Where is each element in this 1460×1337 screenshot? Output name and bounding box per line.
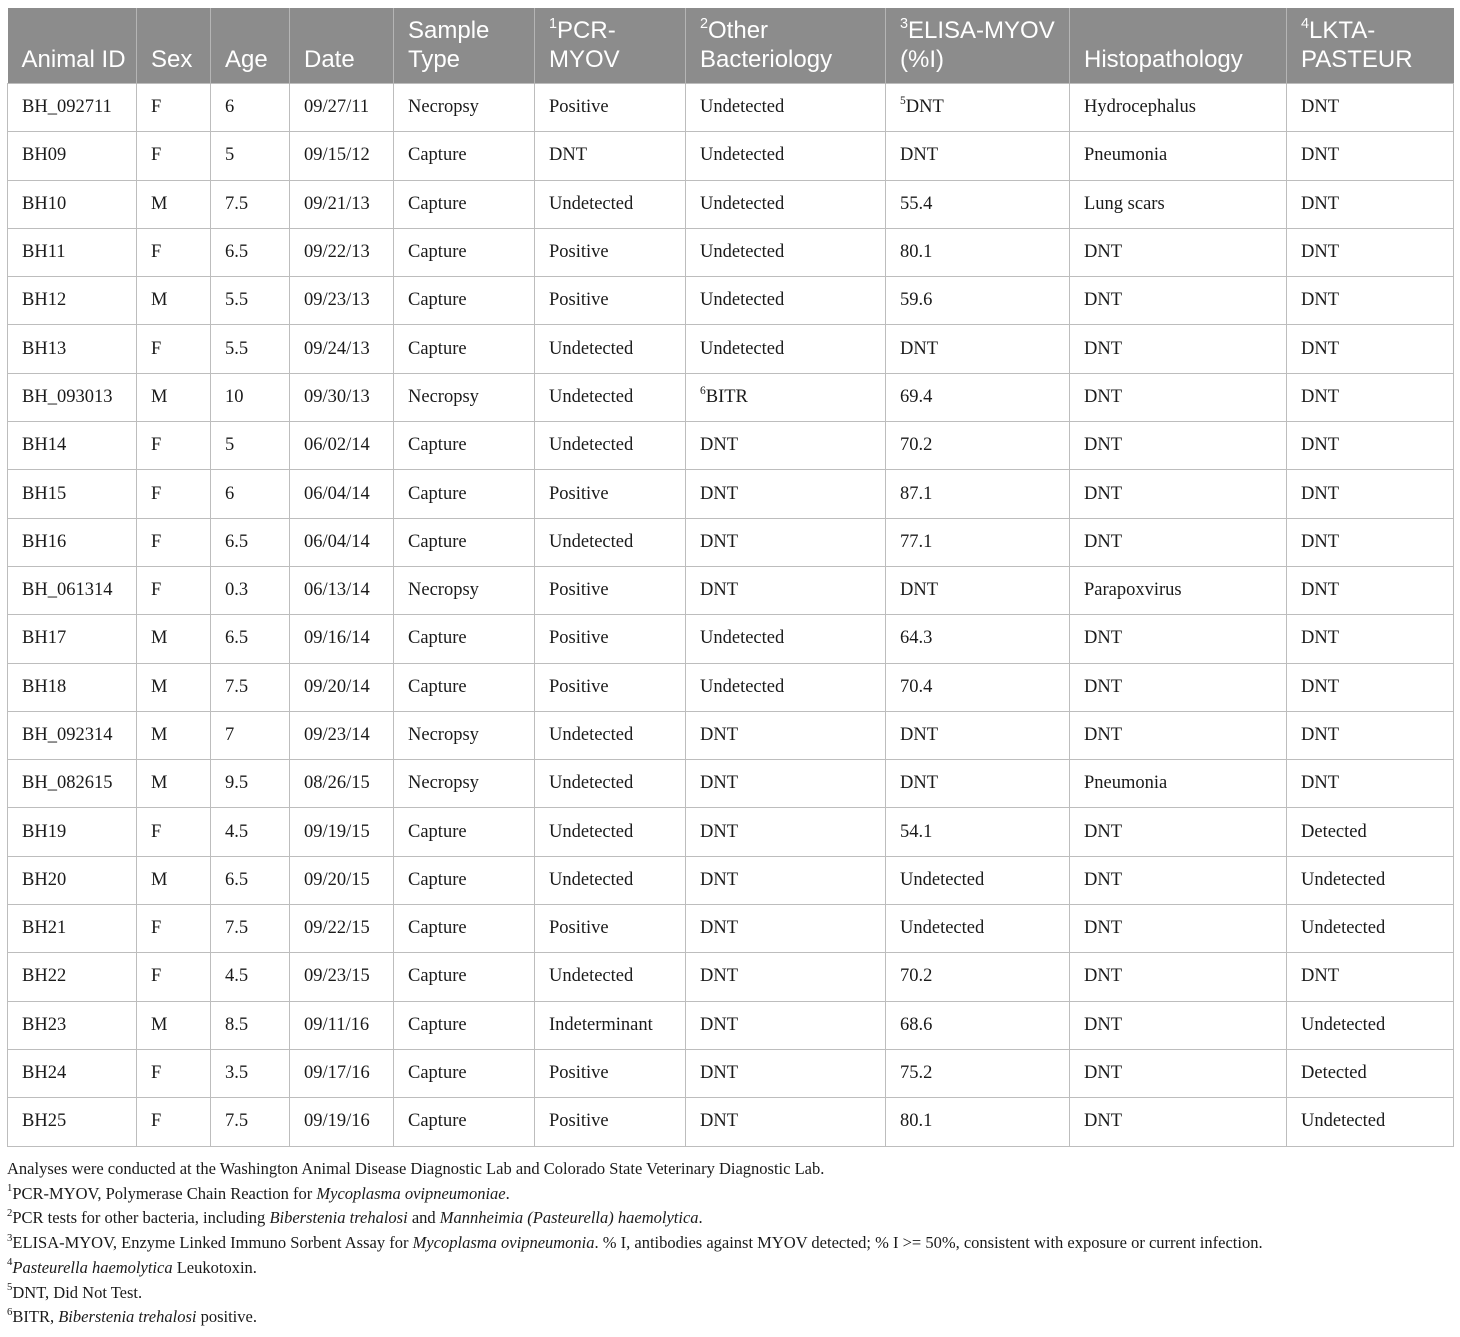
table-row xyxy=(8,373,1454,421)
header-label: Other Bacteriology xyxy=(700,17,833,73)
cell-sample-type: Capture xyxy=(394,277,535,325)
footnote-5: $^5$DNT, Did Not Test. xyxy=(7,1280,143,1302)
cell-sample-type: Necropsy xyxy=(394,84,535,132)
results-table-container xyxy=(7,8,1453,1147)
cell-age: 7.5 xyxy=(211,905,290,953)
footnote-4: $^4$Pasteurella haemolytica Leukotoxin. xyxy=(7,1256,257,1277)
table-row xyxy=(8,277,1454,325)
cell-date: 09/22/15 xyxy=(290,905,394,953)
cell-lkta-pasteur: Detected xyxy=(1287,808,1454,856)
cell-histopathology: DNT xyxy=(1070,1049,1287,1097)
cell-animal-id: BH_082615 xyxy=(8,760,137,808)
cell-lkta-pasteur: Undetected xyxy=(1287,905,1454,953)
cell-animal-id: BH_093013 xyxy=(8,373,137,421)
cell-histopathology: Hydrocephalus xyxy=(1070,84,1287,132)
cell-other-bacteriology: DNT xyxy=(686,1001,886,1049)
cell-other-bacteriology: DNT xyxy=(686,905,886,953)
cell-elisa-myov: 55.4 xyxy=(886,180,1070,228)
cell-histopathology: DNT xyxy=(1070,663,1287,711)
cell-histopathology: DNT xyxy=(1070,422,1287,470)
header-elisa-myov xyxy=(886,8,1070,84)
cell-sex: F xyxy=(137,325,211,373)
cell-animal-id: BH_092711 xyxy=(8,84,137,132)
cell-sex: F xyxy=(137,1049,211,1097)
cell-other-bacteriology: DNT xyxy=(686,808,886,856)
cell-other-bacteriology: Undetected xyxy=(686,663,886,711)
table-row xyxy=(8,84,1454,132)
cell-elisa-myov: Undetected xyxy=(886,905,1070,953)
cell-pcr-myov: Undetected xyxy=(535,953,686,1001)
header-other-bacteriology xyxy=(686,8,886,84)
cell-animal-id: BH17 xyxy=(8,615,137,663)
cell-date: 09/22/13 xyxy=(290,228,394,276)
cell-sex: M xyxy=(137,856,211,904)
cell-elisa-myov: 80.1 xyxy=(886,228,1070,276)
header-footnote-marker: 2 xyxy=(700,15,709,32)
cell-age: 0.3 xyxy=(211,566,290,614)
cell-histopathology: DNT xyxy=(1070,228,1287,276)
cell-other-bacteriology: DNT xyxy=(686,711,886,759)
cell-sex: F xyxy=(137,422,211,470)
table-row xyxy=(8,808,1454,856)
cell-animal-id: BH21 xyxy=(8,905,137,953)
table-row xyxy=(8,663,1454,711)
cell-other-bacteriology: Undetected xyxy=(686,277,886,325)
cell-elisa-myov: 54.1 xyxy=(886,808,1070,856)
cell-pcr-myov: Positive xyxy=(535,1098,686,1146)
header-label: Date xyxy=(304,46,355,73)
cell-pcr-myov: Positive xyxy=(535,905,686,953)
cell-pcr-myov: Positive xyxy=(535,566,686,614)
cell-histopathology: DNT xyxy=(1070,808,1287,856)
cell-sex: M xyxy=(137,1001,211,1049)
cell-elisa-myov: 87.1 xyxy=(886,470,1070,518)
cell-elisa-myov: 70.2 xyxy=(886,422,1070,470)
cell-date: 06/02/14 xyxy=(290,422,394,470)
cell-pcr-myov: Undetected xyxy=(535,325,686,373)
cell-histopathology: DNT xyxy=(1070,325,1287,373)
header-footnote-marker: 4 xyxy=(1301,15,1310,32)
cell-sample-type: Capture xyxy=(394,615,535,663)
cell-date: 06/04/14 xyxy=(290,518,394,566)
cell-age: 4.5 xyxy=(211,953,290,1001)
cell-sex: M xyxy=(137,615,211,663)
footnote-3: $^3$ELISA-MYOV, Enzyme Linked Immuno Sorbent Assay for Mycoplasma ovipneumonia. % I, antibodies against MYOV detected; % I >= 50%, consistent with exposure or current infection. xyxy=(7,1231,1263,1253)
header-footnote-marker: 3 xyxy=(900,15,909,32)
cell-sample-type: Necropsy xyxy=(394,566,535,614)
cell-date: 09/30/13 xyxy=(290,373,394,421)
cell-histopathology: DNT xyxy=(1070,711,1287,759)
cell-histopathology: Lung scars xyxy=(1070,180,1287,228)
cell-sex: M xyxy=(137,663,211,711)
cell-elisa-myov: 70.4 xyxy=(886,663,1070,711)
header-sex xyxy=(137,8,211,84)
table-row xyxy=(8,1001,1454,1049)
cell-elisa-myov: 59.6 xyxy=(886,277,1070,325)
cell-sample-type: Capture xyxy=(394,953,535,1001)
cell-sample-type: Capture xyxy=(394,905,535,953)
cell-elisa-myov: 77.1 xyxy=(886,518,1070,566)
header-label: LKTA-PASTEUR xyxy=(1301,17,1413,73)
cell-sample-type: Necropsy xyxy=(394,760,535,808)
cell-animal-id: BH12 xyxy=(8,277,137,325)
header-histopathology xyxy=(1070,8,1287,84)
cell-elisa-myov: Undetected xyxy=(886,856,1070,904)
cell-lkta-pasteur: DNT xyxy=(1287,373,1454,421)
cell-elisa-myov: 70.2 xyxy=(886,953,1070,1001)
cell-date: 06/04/14 xyxy=(290,470,394,518)
cell-other-bacteriology: DNT xyxy=(686,566,886,614)
cell-animal-id: BH16 xyxy=(8,518,137,566)
header-footnote-marker: 1 xyxy=(549,15,558,32)
cell-lkta-pasteur: DNT xyxy=(1287,277,1454,325)
table-row xyxy=(8,1098,1454,1146)
cell-footnote-marker: 5 xyxy=(900,94,906,107)
cell-lkta-pasteur: DNT xyxy=(1287,422,1454,470)
cell-pcr-myov: Positive xyxy=(535,470,686,518)
cell-other-bacteriology: DNT xyxy=(686,470,886,518)
cell-sample-type: Capture xyxy=(394,1098,535,1146)
cell-other-bacteriology: Undetected xyxy=(686,615,886,663)
table-row xyxy=(8,325,1454,373)
header-label: ELISA-MYOV (%I) xyxy=(900,17,1055,73)
cell-pcr-myov: Positive xyxy=(535,228,686,276)
cell-sample-type: Capture xyxy=(394,422,535,470)
cell-histopathology: DNT xyxy=(1070,905,1287,953)
cell-lkta-pasteur: DNT xyxy=(1287,518,1454,566)
header-lkta-pasteur xyxy=(1287,8,1454,84)
cell-histopathology: DNT xyxy=(1070,615,1287,663)
cell-animal-id: BH_092314 xyxy=(8,711,137,759)
cell-histopathology: DNT xyxy=(1070,373,1287,421)
cell-sex: M xyxy=(137,711,211,759)
cell-sex: F xyxy=(137,808,211,856)
cell-other-bacteriology: $^6$BITR xyxy=(686,373,886,421)
cell-animal-id: BH09 xyxy=(8,132,137,180)
cell-lkta-pasteur: DNT xyxy=(1287,325,1454,373)
cell-pcr-myov: Positive xyxy=(535,84,686,132)
cell-animal-id: BH_061314 xyxy=(8,566,137,614)
cell-age: 5 xyxy=(211,422,290,470)
cell-date: 09/20/15 xyxy=(290,856,394,904)
cell-date: 09/17/16 xyxy=(290,1049,394,1097)
cell-other-bacteriology: DNT xyxy=(686,1098,886,1146)
cell-other-bacteriology: Undetected xyxy=(686,325,886,373)
cell-date: 09/23/14 xyxy=(290,711,394,759)
cell-elisa-myov: 64.3 xyxy=(886,615,1070,663)
cell-age: 6.5 xyxy=(211,518,290,566)
cell-sex: F xyxy=(137,905,211,953)
cell-sex: F xyxy=(137,470,211,518)
cell-sex: F xyxy=(137,84,211,132)
cell-sex: M xyxy=(137,277,211,325)
header-label: Sex xyxy=(151,46,193,73)
cell-elisa-myov: 68.6 xyxy=(886,1001,1070,1049)
table-footnotes xyxy=(7,1157,1453,1330)
header-label: PCR-MYOV xyxy=(549,17,620,73)
cell-elisa-myov: 75.2 xyxy=(886,1049,1070,1097)
cell-lkta-pasteur: DNT xyxy=(1287,470,1454,518)
cell-histopathology: DNT xyxy=(1070,953,1287,1001)
cell-age: 6 xyxy=(211,84,290,132)
header-label: Animal ID xyxy=(21,46,126,73)
cell-lkta-pasteur: DNT xyxy=(1287,228,1454,276)
cell-pcr-myov: Positive xyxy=(535,1049,686,1097)
cell-age: 7.5 xyxy=(211,180,290,228)
cell-sex: F xyxy=(137,1098,211,1146)
cell-histopathology: DNT xyxy=(1070,518,1287,566)
cell-sample-type: Capture xyxy=(394,856,535,904)
table-row xyxy=(8,711,1454,759)
cell-elisa-myov: DNT xyxy=(886,325,1070,373)
cell-other-bacteriology: DNT xyxy=(686,856,886,904)
cell-other-bacteriology: DNT xyxy=(686,953,886,1001)
cell-sample-type: Capture xyxy=(394,808,535,856)
cell-date: 06/13/14 xyxy=(290,566,394,614)
cell-sample-type: Capture xyxy=(394,470,535,518)
cell-sample-type: Capture xyxy=(394,228,535,276)
cell-age: 7 xyxy=(211,711,290,759)
cell-date: 09/16/14 xyxy=(290,615,394,663)
cell-animal-id: BH13 xyxy=(8,325,137,373)
cell-age: 5.5 xyxy=(211,277,290,325)
table-row xyxy=(8,953,1454,1001)
cell-animal-id: BH19 xyxy=(8,808,137,856)
cell-lkta-pasteur: Detected xyxy=(1287,1049,1454,1097)
cell-date: 09/19/15 xyxy=(290,808,394,856)
cell-date: 09/23/13 xyxy=(290,277,394,325)
cell-lkta-pasteur: DNT xyxy=(1287,566,1454,614)
table-row xyxy=(8,1049,1454,1097)
cell-histopathology: DNT xyxy=(1070,277,1287,325)
cell-pcr-myov: Undetected xyxy=(535,373,686,421)
cell-lkta-pasteur: DNT xyxy=(1287,663,1454,711)
header-animal-id xyxy=(8,8,137,84)
cell-lkta-pasteur: Undetected xyxy=(1287,856,1454,904)
cell-other-bacteriology: Undetected xyxy=(686,180,886,228)
cell-sex: F xyxy=(137,228,211,276)
cell-animal-id: BH10 xyxy=(8,180,137,228)
cell-elisa-myov: DNT xyxy=(886,711,1070,759)
cell-lkta-pasteur: DNT xyxy=(1287,953,1454,1001)
cell-age: 7.5 xyxy=(211,663,290,711)
cell-lkta-pasteur: DNT xyxy=(1287,760,1454,808)
cell-histopathology: Parapoxvirus xyxy=(1070,566,1287,614)
cell-other-bacteriology: Undetected xyxy=(686,84,886,132)
cell-other-bacteriology: Undetected xyxy=(686,132,886,180)
cell-sex: F xyxy=(137,953,211,1001)
cell-animal-id: BH25 xyxy=(8,1098,137,1146)
cell-age: 10 xyxy=(211,373,290,421)
cell-animal-id: BH14 xyxy=(8,422,137,470)
cell-lkta-pasteur: DNT xyxy=(1287,615,1454,663)
table-body xyxy=(8,84,1454,1147)
table-row xyxy=(8,518,1454,566)
cell-other-bacteriology: DNT xyxy=(686,422,886,470)
cell-other-bacteriology: DNT xyxy=(686,760,886,808)
cell-other-bacteriology: DNT xyxy=(686,518,886,566)
header-pcr-myov xyxy=(535,8,686,84)
cell-date: 09/20/14 xyxy=(290,663,394,711)
table-row xyxy=(8,132,1454,180)
table-row xyxy=(8,760,1454,808)
cell-sex: M xyxy=(137,180,211,228)
cell-sex: M xyxy=(137,373,211,421)
cell-sex: F xyxy=(137,518,211,566)
table-row xyxy=(8,905,1454,953)
cell-animal-id: BH23 xyxy=(8,1001,137,1049)
cell-date: 09/11/16 xyxy=(290,1001,394,1049)
cell-date: 09/24/13 xyxy=(290,325,394,373)
results-table xyxy=(7,8,1454,1147)
cell-pcr-myov: Positive xyxy=(535,615,686,663)
cell-age: 5.5 xyxy=(211,325,290,373)
cell-lkta-pasteur: DNT xyxy=(1287,711,1454,759)
cell-pcr-myov: Undetected xyxy=(535,808,686,856)
cell-lkta-pasteur: DNT xyxy=(1287,180,1454,228)
cell-age: 4.5 xyxy=(211,808,290,856)
cell-sample-type: Capture xyxy=(394,180,535,228)
cell-elisa-myov: DNT xyxy=(886,760,1070,808)
cell-sex: M xyxy=(137,760,211,808)
cell-pcr-myov: Undetected xyxy=(535,180,686,228)
cell-pcr-myov: Undetected xyxy=(535,856,686,904)
cell-lkta-pasteur: Undetected xyxy=(1287,1001,1454,1049)
cell-elisa-myov: DNT xyxy=(886,132,1070,180)
cell-sex: F xyxy=(137,566,211,614)
header-label: Histopathology xyxy=(1084,46,1243,73)
footnote-2: $^2$PCR tests for other bacteria, including Biberstenia trehalosi and Mannheimia (Pasteurella) haemolytica. xyxy=(7,1206,703,1228)
cell-animal-id: BH24 xyxy=(8,1049,137,1097)
header-date xyxy=(290,8,394,84)
cell-histopathology: DNT xyxy=(1070,1098,1287,1146)
cell-date: 08/26/15 xyxy=(290,760,394,808)
cell-elisa-myov: 80.1 xyxy=(886,1098,1070,1146)
cell-sample-type: Capture xyxy=(394,132,535,180)
cell-animal-id: BH22 xyxy=(8,953,137,1001)
cell-age: 6 xyxy=(211,470,290,518)
cell-date: 09/23/15 xyxy=(290,953,394,1001)
cell-histopathology: Pneumonia xyxy=(1070,132,1287,180)
footnote-intro: Analyses were conducted at the Washington Animal Disease Diagnostic Lab and Colorado State Veterinary Diagnostic Lab. xyxy=(7,1159,825,1178)
cell-lkta-pasteur: DNT xyxy=(1287,84,1454,132)
header-label: Sample Type xyxy=(408,17,490,73)
cell-pcr-myov: Positive xyxy=(535,663,686,711)
cell-elisa-myov: $^5$DNT xyxy=(886,84,1070,132)
cell-animal-id: BH11 xyxy=(8,228,137,276)
table-row xyxy=(8,470,1454,518)
cell-elisa-myov: DNT xyxy=(886,566,1070,614)
cell-sample-type: Capture xyxy=(394,663,535,711)
cell-lkta-pasteur: DNT xyxy=(1287,132,1454,180)
table-row xyxy=(8,566,1454,614)
cell-sample-type: Capture xyxy=(394,518,535,566)
table-row xyxy=(8,856,1454,904)
header-label: Age xyxy=(225,46,268,73)
cell-age: 9.5 xyxy=(211,760,290,808)
cell-other-bacteriology: Undetected xyxy=(686,228,886,276)
cell-age: 5 xyxy=(211,132,290,180)
cell-pcr-myov: Indeterminant xyxy=(535,1001,686,1049)
table-header xyxy=(8,8,1454,84)
cell-age: 7.5 xyxy=(211,1098,290,1146)
footnote-6: $^6$BITR, Biberstenia trehalosi positive. xyxy=(7,1305,257,1327)
table-row xyxy=(8,180,1454,228)
cell-pcr-myov: Undetected xyxy=(535,422,686,470)
cell-animal-id: BH15 xyxy=(8,470,137,518)
table-row xyxy=(8,228,1454,276)
cell-age: 6.5 xyxy=(211,615,290,663)
cell-age: 6.5 xyxy=(211,228,290,276)
cell-sample-type: Necropsy xyxy=(394,711,535,759)
cell-pcr-myov: Undetected xyxy=(535,711,686,759)
cell-age: 6.5 xyxy=(211,856,290,904)
cell-sample-type: Capture xyxy=(394,1049,535,1097)
cell-histopathology: DNT xyxy=(1070,470,1287,518)
header-sample-type xyxy=(394,8,535,84)
cell-sample-type: Capture xyxy=(394,1001,535,1049)
cell-sex: F xyxy=(137,132,211,180)
cell-elisa-myov: 69.4 xyxy=(886,373,1070,421)
cell-pcr-myov: Undetected xyxy=(535,760,686,808)
cell-date: 09/19/16 xyxy=(290,1098,394,1146)
cell-pcr-myov: Undetected xyxy=(535,518,686,566)
header-age xyxy=(211,8,290,84)
cell-date: 09/27/11 xyxy=(290,84,394,132)
cell-pcr-myov: Positive xyxy=(535,277,686,325)
cell-sample-type: Necropsy xyxy=(394,373,535,421)
table-row xyxy=(8,422,1454,470)
table-row xyxy=(8,615,1454,663)
cell-age: 8.5 xyxy=(211,1001,290,1049)
header-row xyxy=(8,8,1454,84)
cell-pcr-myov: DNT xyxy=(535,132,686,180)
cell-date: 09/15/12 xyxy=(290,132,394,180)
cell-lkta-pasteur: Undetected xyxy=(1287,1098,1454,1146)
cell-sample-type: Capture xyxy=(394,325,535,373)
cell-histopathology: Pneumonia xyxy=(1070,760,1287,808)
cell-histopathology: DNT xyxy=(1070,856,1287,904)
cell-date: 09/21/13 xyxy=(290,180,394,228)
cell-age: 3.5 xyxy=(211,1049,290,1097)
cell-animal-id: BH18 xyxy=(8,663,137,711)
cell-histopathology: DNT xyxy=(1070,1001,1287,1049)
cell-other-bacteriology: DNT xyxy=(686,1049,886,1097)
cell-animal-id: BH20 xyxy=(8,856,137,904)
footnote-1: $^1$PCR-MYOV, Polymerase Chain Reaction for Mycoplasma ovipneumoniae. xyxy=(7,1182,510,1203)
cell-footnote-marker: 6 xyxy=(700,384,706,397)
